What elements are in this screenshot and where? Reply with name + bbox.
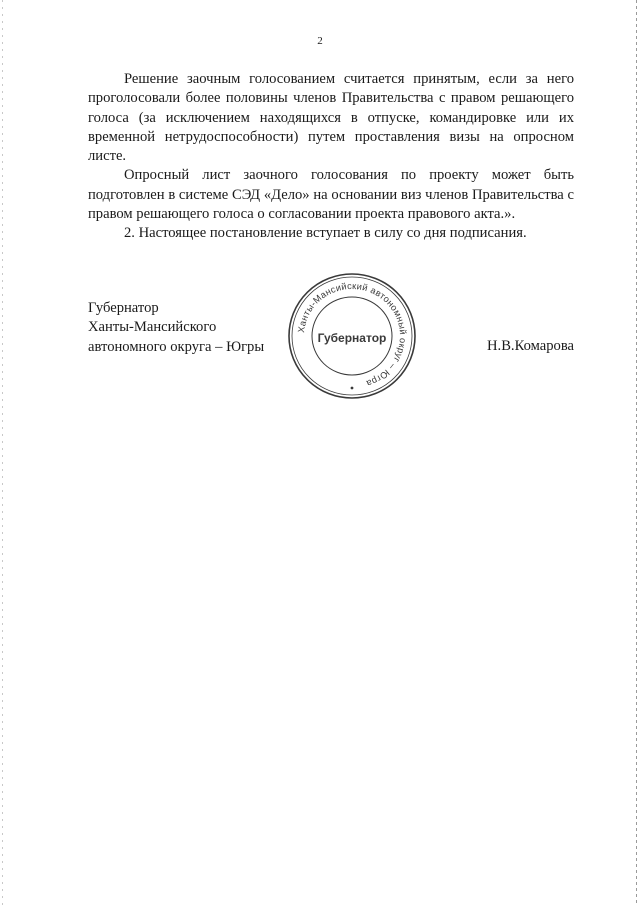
document-body — [88, 70, 574, 244]
signatory-title — [88, 299, 264, 357]
seal-ring-text: Ханты-Мансийский автономный округ – Югра — [296, 280, 409, 389]
signatory-title-line-1: Губернатор — [88, 300, 159, 316]
paragraph-voting-decision: Решение заочным голосованием считается принятым, если за него проголосовали более половины членов Правительства с правом решающего голоса (за исключением находящихся в отпуске, командировке или их временной нетрудоспособности) путем проставления визы на опросном листе. — [88, 71, 574, 165]
signature-block — [88, 280, 574, 406]
page-edge-right — [636, 0, 637, 905]
signatory-title-line-3: автономного округа – Югры — [88, 338, 265, 355]
signatory-title-line-2: Ханты-Мансийского — [88, 319, 217, 336]
page-number: 2 — [317, 35, 323, 47]
seal-center-text: Губернатор — [317, 331, 387, 345]
signatory-name: Н.В.Комарова — [487, 338, 574, 354]
official-seal — [286, 271, 418, 401]
page-edge-left — [2, 0, 3, 905]
paragraph-effective-date: 2. Настоящее постановление вступает в силу со дня подписания. — [124, 225, 527, 242]
paragraph-questionnaire: Опросный лист заочного голосования по проекту может быть подготовлен в системе СЭД «Дело» на основании виз членов Правительства с правом решающего голоса о согласовании проекта правового акта.». — [88, 167, 574, 223]
